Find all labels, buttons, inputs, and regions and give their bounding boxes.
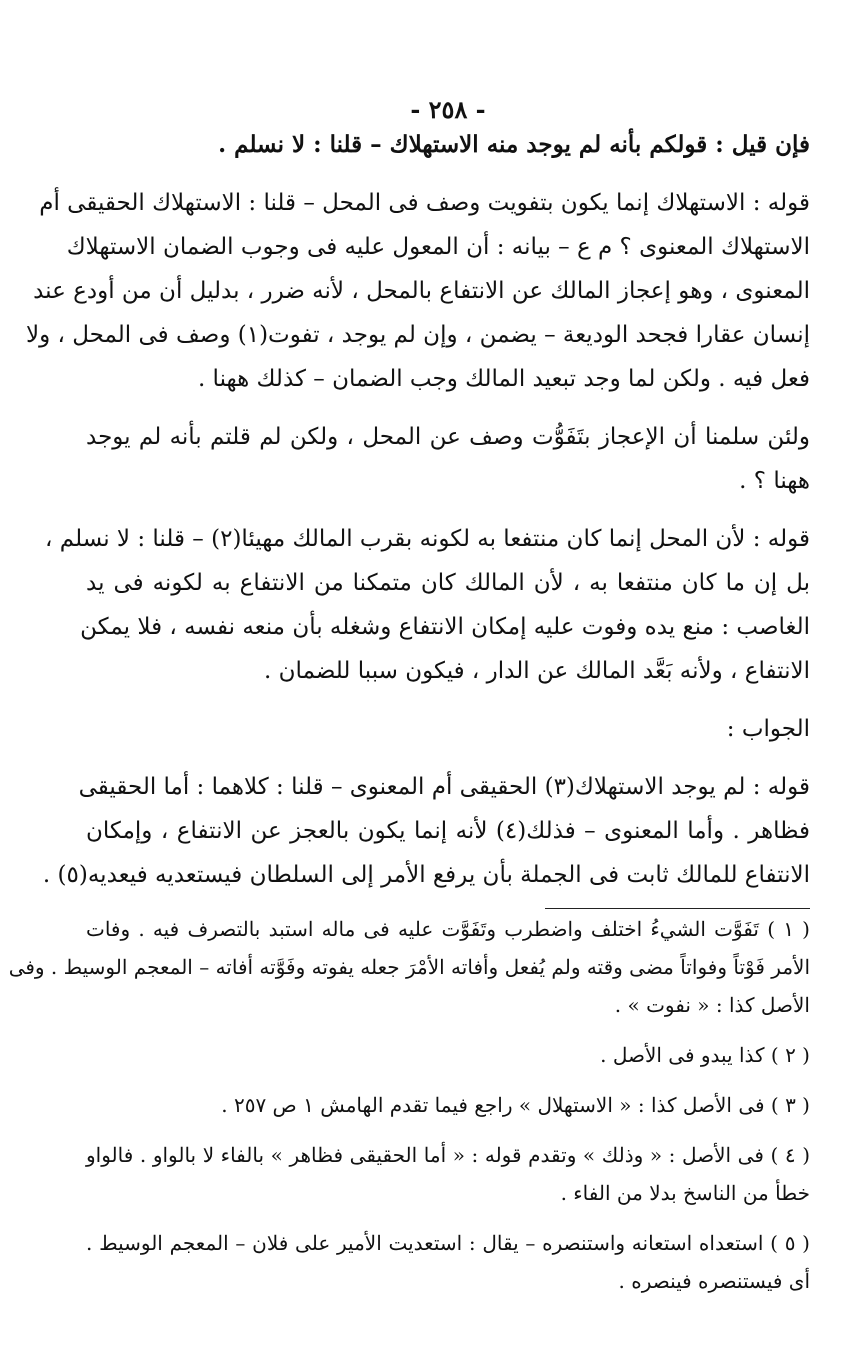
body-text-line: الانتفاع ، ولأنه بَعَّد المالك عن الدار ، فيكون سببا للضمان .	[264, 658, 810, 684]
footnote-line: ( ٢ ) كذا يبدو فى الأصل .	[600, 1043, 810, 1067]
footnote-gap	[86, 1029, 810, 1041]
body-text-line: الانتفاع للمالك ثابت فى الجملة بأن يرفع الأمر إلى السلطان فيستعديه فيعديه(٥) .	[42, 862, 810, 888]
footnote-line: خطأ من الناسخ بدلا من الفاء .	[560, 1181, 810, 1205]
footnote-divider	[545, 908, 810, 909]
body-text-line: إنسان عقارا فجحد الوديعة – يضمن ، وإن لم يوجد ، تفوت(١) وصف فى المحل ، ولا	[25, 322, 810, 348]
body-text-line: قوله : لأن المحل إنما كان منتفعا به لكونه بقرب المالك مهيئا(٢) – قلنا : لا نسلم ،	[45, 526, 810, 552]
footnotes	[8, 915, 810, 1305]
body-text-line: ههنا ؟ .	[739, 468, 810, 494]
footnote-gap	[86, 1079, 810, 1091]
body-text-line: فعل فيه . ولكن لما وجد تبعيد المالك وجب الضمان – كذلك ههنا .	[197, 366, 810, 392]
body-text-gap	[86, 700, 810, 714]
body-text-gap	[86, 174, 810, 188]
body-text-line: ولئن سلمنا أن الإعجاز بتَفَوُّت وصف عن المحل ، ولكن لم قلتم بأنه لم يوجد	[86, 424, 810, 450]
main-text	[25, 130, 810, 904]
body-text-line: الجواب :	[726, 716, 810, 742]
footnote-line: الأمر فَوْتاً وفواتاً مضى وقته ولم يُفعل وأفاته الأمْرَ جعله يفوته وفَوَّته أفاته – المعجم الوسيط . وفى	[8, 955, 810, 979]
footnote-line: ( ١ ) تَفَوَّت الشيءُ اختلف واضطرب وتَفَوَّت عليه فى ماله استبد بالتصرف فيه . وفات	[86, 917, 810, 941]
footnote-gap	[86, 1217, 810, 1229]
body-text-line: قوله : لم يوجد الاستهلاك(٣) الحقيقى أم المعنوى – قلنا : كلاهما : أما الحقيقى	[78, 774, 810, 800]
body-text-line: الغاصب : منع يده وفوت عليه إمكان الانتفاع وشغله بأن منعه نفسه ، فلا يمكن	[80, 614, 810, 640]
footnote-line: الأصل كذا : « نفوت » .	[614, 993, 810, 1017]
body-text-line: الاستهلاك المعنوى ؟ م ع – بيانه : أن المعول عليه فى وجوب الضمان الاستهلاك	[66, 234, 810, 260]
body-text-line: فإن قيل : قولكم بأنه لم يوجد منه الاستهلاك – قلنا : لا نسلم .	[218, 131, 810, 158]
body-text-gap	[86, 408, 810, 422]
footnote-line: أى فيستنصره فينصره .	[618, 1269, 810, 1293]
footnote-gap	[86, 1129, 810, 1141]
body-text-gap	[86, 510, 810, 524]
body-text-line: بل إن ما كان منتفعا به ، لأن المالك كان متمكنا من الانتفاع به لكونه فى يد	[86, 570, 810, 596]
body-text-line: المعنوى ، وهو إعجاز المالك عن الانتفاع بالمحل ، لأنه ضرر ، بدليل أن من أودع عند	[33, 278, 810, 304]
page-number: - ٢٥٨ -	[410, 95, 486, 124]
footnote-line: ( ٤ ) فى الأصل : « وذلك » وتقدم قوله : « أما الحقيقى فظاهر » بالفاء لا بالواو . فالواو	[86, 1143, 810, 1167]
footnote-line: ( ٣ ) فى الأصل كذا : « الاستهلال » راجع فيما تقدم الهامش ١ ص ٢٥٧ .	[221, 1093, 810, 1117]
body-text-line: قوله : الاستهلاك إنما يكون بتفويت وصف فى المحل – قلنا : الاستهلاك الحقيقى أم	[39, 190, 810, 216]
footnote-line: ( ٥ ) استعداه استعانه واستنصره – يقال : استعديت الأمير على فلان – المعجم الوسيط .	[86, 1231, 810, 1255]
body-text-gap	[86, 758, 810, 772]
body-text-line: فظاهر . وأما المعنوى – فذلك(٤) لأنه إنما يكون بالعجز عن الانتفاع ، وإمكان	[86, 818, 810, 844]
